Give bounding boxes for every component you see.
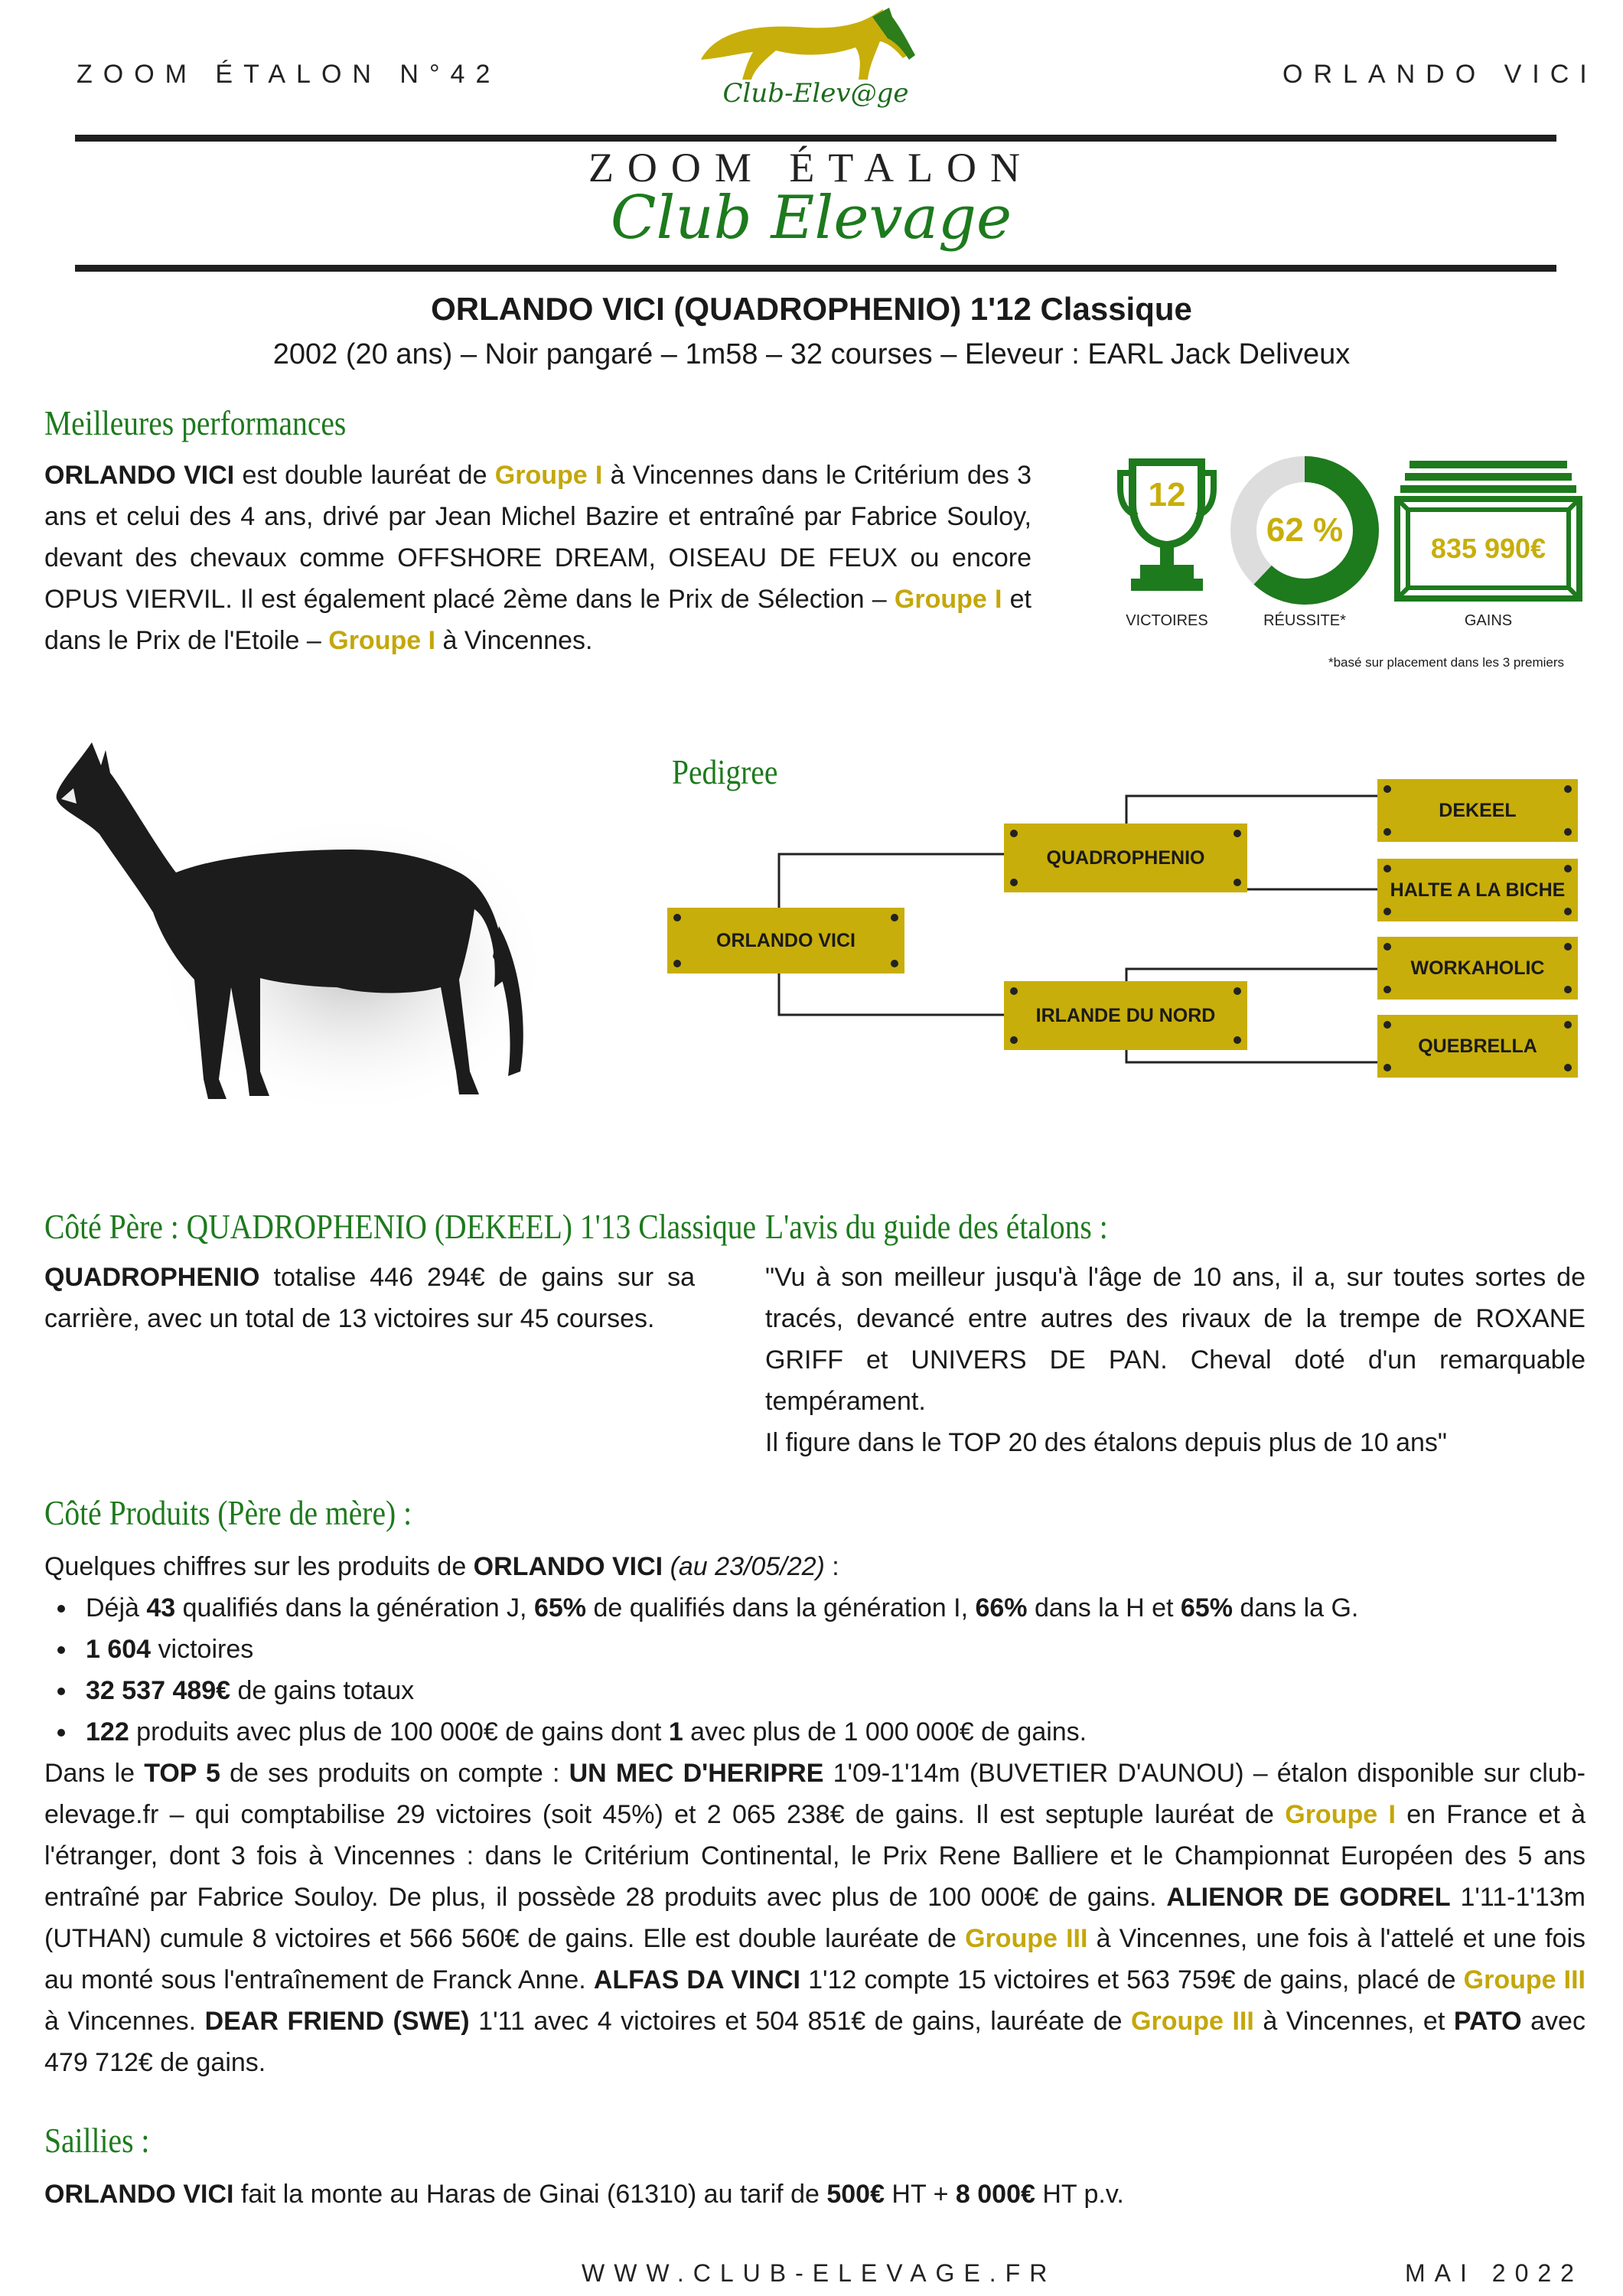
- pedigree-box-dot: [1010, 830, 1018, 837]
- pedigree-box-dot: [1564, 986, 1572, 993]
- pedigree-box-dot: [1383, 943, 1391, 951]
- list-item: • 1 604 victoires: [78, 1629, 1608, 1670]
- pedigree-box-dot: [1564, 865, 1572, 872]
- reussite-label: RÉUSSITE*: [1263, 612, 1346, 629]
- gains-label: GAINS: [1464, 612, 1513, 629]
- avis-heading: L'avis du guide des étalons :: [765, 1207, 1108, 1246]
- pedigree-box-dot: [673, 914, 681, 921]
- pedigree-box-dot: [1383, 865, 1391, 872]
- pedigree-sire: QUADROPHENIO: [1004, 823, 1247, 892]
- pedigree-sire-dam: HALTE A LA BICHE: [1377, 859, 1578, 921]
- group-label: Groupe I: [494, 461, 603, 490]
- footer-date: MAI 2022: [1405, 2259, 1583, 2287]
- pedigree-box-dot: [1383, 828, 1391, 836]
- header-issue: ZOOM ÉTALON N°42: [77, 60, 501, 89]
- pedigree-horse: ORLANDO VICI: [667, 908, 904, 974]
- saillies-text: ORLANDO VICI fait la monte au Haras de Ginai (61310) au tarif de 500€ HT + 8 000€ HT p.v.: [44, 2180, 1124, 2209]
- pedigree-box-dot: [891, 960, 898, 967]
- logo-text: Club-Elev@ge: [722, 78, 909, 109]
- pedigree-dam: IRLANDE DU NORD: [1004, 981, 1247, 1050]
- horse-title: ORLANDO VICI (QUADROPHENIO) 1'12 Classique: [431, 291, 1192, 327]
- group-label: Groupe I: [328, 626, 436, 655]
- produits-top5-text: Dans le TOP 5 de ses produits on compte : UN MEC D'HERIPRE 1'09-1'14m (BUVETIER D'AUNOU) – étalon disponible sur club-elevage.fr – qui comptabilise 29 victoires (soit 45%) et 2 065 238€ de gains. Il est septuple lauréat de Groupe I en France et à l'étranger, dont 3 fois à Vincennes : dans le Critérium Continental, le Prix Rene Balliere et le Championnat Européen des 5 ans entraîné par Fabrice Souloy. De plus, il possède 28 produits avec plus de 100 000€ de gains. ALIENOR DE GODREL 1'11-1'13m (UTHAN) cumule 8 victoires et 566 560€ de gains. Elle est double lauréate de Groupe III à Vincennes, une fois à l'attelé et une fois au monté sous l'entraînement de Franck Anne. ALFAS DA VINCI 1'12 compte 15 victoires et 563 759€ de gains, placé de Groupe III à Vincennes. DEAR FRIEND (SWE) 1'11 avec 4 victoires et 504 851€ de gains, lauréate de Groupe III à Vincennes, et PATO avec 479 712€ de gains.: [44, 1759, 1586, 2077]
- pedigree-box-dot: [1564, 908, 1572, 915]
- club-elevage-title: Club Elevage: [610, 184, 1012, 253]
- reussite-value: 62 %: [1266, 511, 1344, 549]
- saillies-heading: Saillies :: [44, 2121, 150, 2160]
- pedigree-box-dot: [1564, 943, 1572, 951]
- pere-text: QUADROPHENIO totalise 446 294€ de gains sur sa carrière, avec un total de 13 victoires sur 45 courses.: [44, 1263, 695, 1333]
- performances-text: ORLANDO VICI est double lauréat de Groupe I à Vincennes dans le Critérium des 3 ans et celui des 4 ans, drivé par Jean Michel Bazire et entraîné par Fabrice Souloy, devant des chevaux comme OFFSHORE DREAM, OISEAU DE FEUX ou encore OPUS VIERVIL. Il est également placé 2ème dans le Prix de Sélection – Groupe I et dans le Prix de l'Etoile – Groupe I à Vincennes.: [44, 461, 1032, 655]
- produits-heading: Côté Produits (Père de mère) :: [44, 1493, 412, 1532]
- list-item: • Déjà 43 qualifiés dans la génération J, 65% de qualifiés dans la génération I, 66% dans la H et 65% dans la G.: [78, 1587, 1608, 1629]
- pedigree-sire-sire: DEKEEL: [1377, 779, 1578, 842]
- footer-website[interactable]: WWW.CLUB-ELEVAGE.FR: [582, 2259, 1057, 2287]
- stats-footnote: *basé sur placement dans les 3 premiers: [1328, 655, 1565, 670]
- group-label: Groupe I: [894, 585, 1002, 614]
- pedigree-box-dot: [1564, 1021, 1572, 1029]
- pedigree-box-dot: [1383, 1021, 1391, 1029]
- horse-subtitle: 2002 (20 ans) – Noir pangaré – 1m58 – 32 courses – Eleveur : EARL Jack Deliveux: [272, 338, 1351, 370]
- gains-value: 835 990€: [1430, 533, 1546, 564]
- produits-intro: Quelques chiffres sur les produits de ORLANDO VICI (au 23/05/22) :: [44, 1552, 839, 1581]
- pedigree-dam-sire: WORKAHOLIC: [1377, 937, 1578, 1000]
- victoires-label: VICTOIRES: [1126, 612, 1208, 629]
- horse-name-bold: ORLANDO VICI: [44, 461, 235, 490]
- pedigree-box-dot: [1383, 785, 1391, 793]
- pedigree-box-dot: [1564, 1064, 1572, 1071]
- pedigree-box-dot: [1234, 830, 1241, 837]
- pedigree-box-dot: [1383, 908, 1391, 915]
- performances-heading: Meilleures performances: [44, 403, 347, 442]
- pedigree-box-dot: [1010, 1036, 1018, 1044]
- pedigree-box-dot: [1234, 879, 1241, 886]
- sire-name-bold: QUADROPHENIO: [44, 1263, 260, 1292]
- pedigree-box-dot: [891, 914, 898, 921]
- victoires-value: 12: [1148, 476, 1186, 514]
- pedigree-box-dot: [1234, 1036, 1241, 1044]
- pedigree-box-dot: [1383, 1064, 1391, 1071]
- pedigree-box-dot: [1234, 987, 1241, 995]
- pedigree-dam-dam: QUEBRELLA: [1377, 1015, 1578, 1078]
- pedigree-box-dot: [1564, 785, 1572, 793]
- header-horse-name: ORLANDO VICI: [1282, 60, 1598, 89]
- produits-list: [47, 1587, 1608, 1753]
- pedigree-box-dot: [1010, 987, 1018, 995]
- pere-heading: Côté Père : QUADROPHENIO (DEKEEL) 1'13 Classique: [44, 1207, 757, 1246]
- avis-text: "Vu à son meilleur jusqu'à l'âge de 10 ans, il a, sur toutes sortes de tracés, devancé entre autres des rivaux de la trempe de ROXANE GRIFF et UNIVERS DE PAN. Cheval doté d'un remarquable tempérament. Il figure dans le TOP 20 des étalons depuis plus de 10 ans": [765, 1263, 1586, 1457]
- pedigree-box-dot: [1010, 879, 1018, 886]
- list-item: • 32 537 489€ de gains totaux: [78, 1670, 1608, 1711]
- pedigree-box-dot: [1564, 828, 1572, 836]
- list-item: • 122 produits avec plus de 100 000€ de gains dont 1 avec plus de 1 000 000€ de gains.: [78, 1711, 1608, 1753]
- pedigree-box-dot: [1383, 986, 1391, 993]
- pedigree-heading: Pedigree: [672, 752, 778, 791]
- zoom-etalon-title: ZOOM ÉTALON: [588, 145, 1035, 191]
- pedigree-box-dot: [673, 960, 681, 967]
